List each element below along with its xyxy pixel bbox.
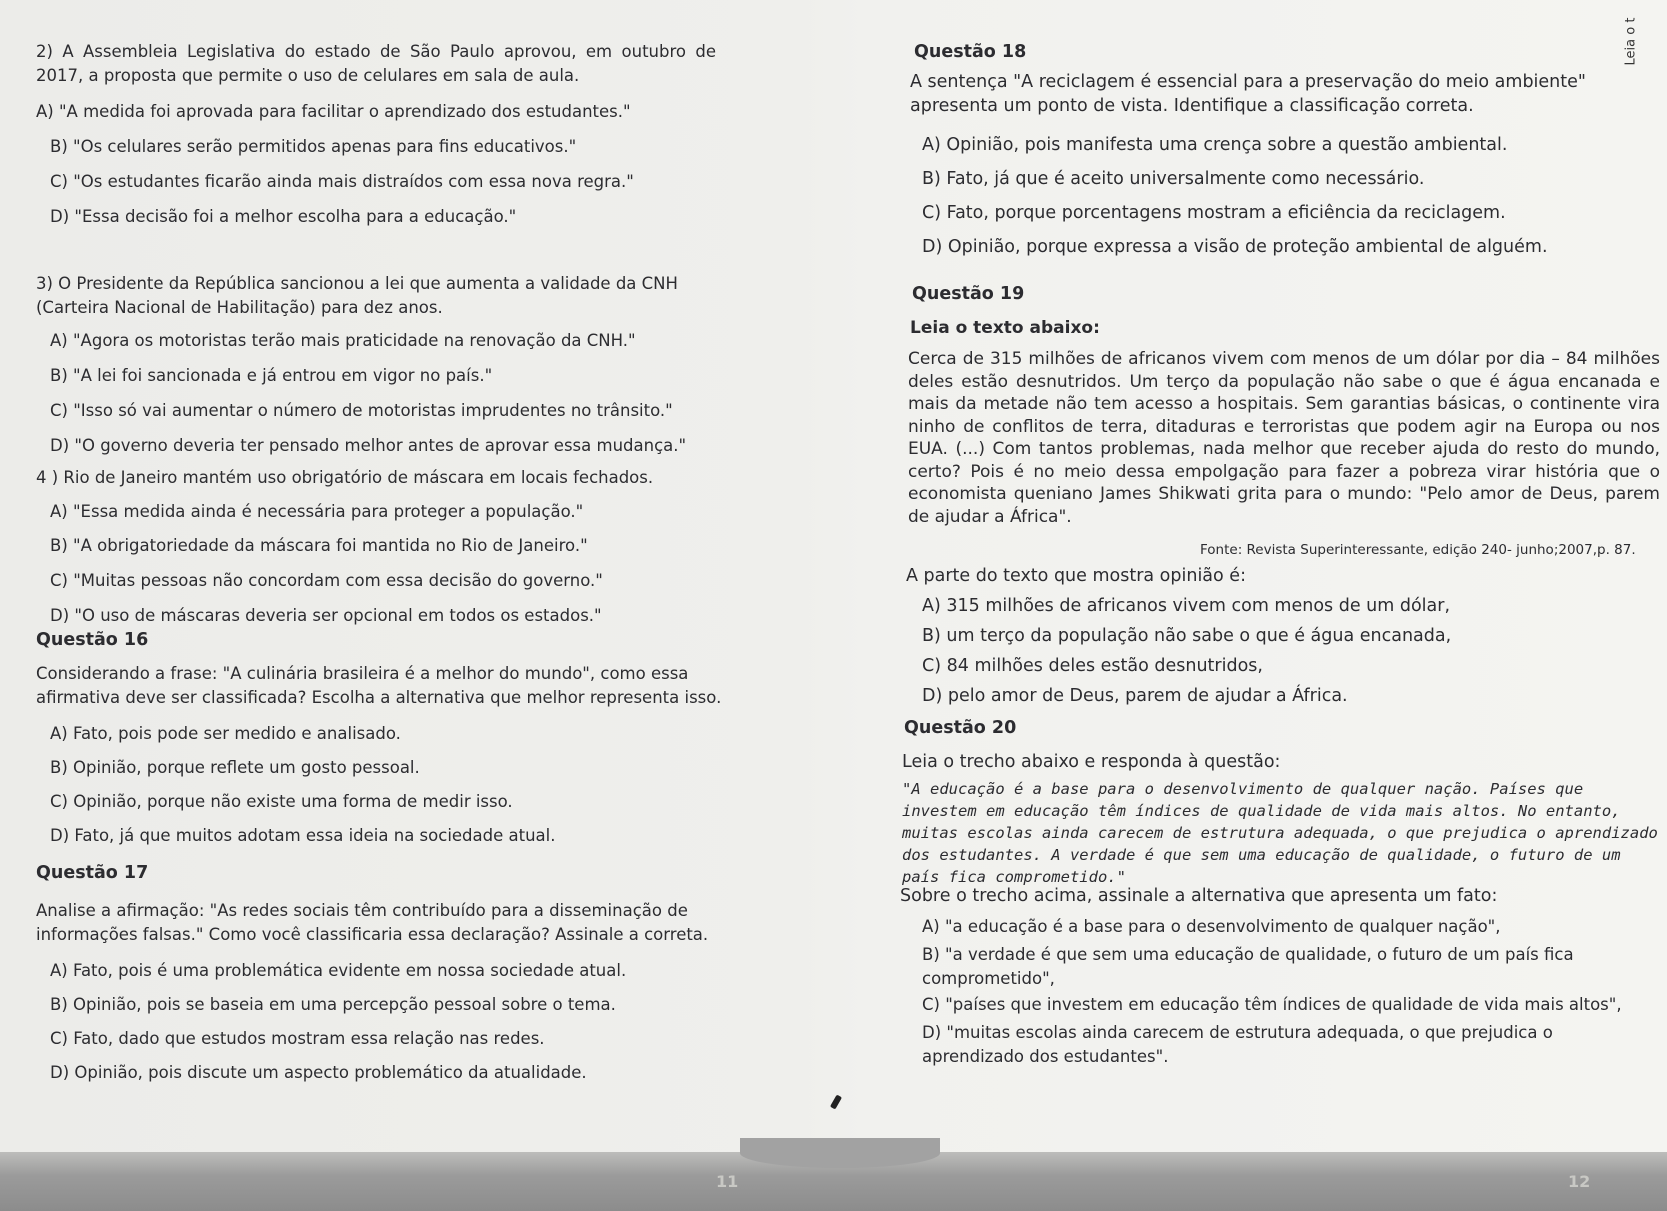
option-a: A) Fato, pois pode ser medido e analisado. bbox=[50, 724, 401, 743]
question-stem: 4 ) Rio de Janeiro mantém uso obrigatório de máscara em locais fechados. bbox=[36, 468, 654, 487]
option-b: B) Fato, já que é aceito universalmente como necessário. bbox=[922, 169, 1425, 189]
option-d: D) pelo amor de Deus, parem de ajudar a África. bbox=[922, 686, 1348, 706]
question-stem: 2) A Assembleia Legislativa do estado de São Paulo aprovou, em outubro de 2017, a proposta que permite o uso de celulares em sala de aula. bbox=[36, 42, 716, 85]
option-d: D) "Essa decisão foi a melhor escolha para a educação." bbox=[50, 207, 517, 226]
option-a: A) "Agora os motoristas terão mais praticidade na renovação da CNH." bbox=[50, 331, 636, 350]
question-2 bbox=[36, 40, 866, 226]
question-stem: Considerando a frase: "A culinária brasileira é a melhor do mundo", como essa afirmativa deve ser classificada? Escolha a alternativa que melhor representa isso. bbox=[36, 664, 722, 707]
option-c: C) Fato, porque porcentagens mostram a eficiência da reciclagem. bbox=[922, 203, 1506, 223]
option-d: D) Fato, já que muitos adotam essa ideia na sociedade atual. bbox=[50, 826, 556, 845]
question-3 bbox=[36, 272, 866, 455]
side-tab-label: Leia o t bbox=[1623, 17, 1639, 65]
option-c: C) "Muitas pessoas não concordam com essa decisão do governo." bbox=[50, 571, 603, 590]
question-subtitle: Leia o texto abaixo: bbox=[910, 318, 1100, 338]
pen-mark bbox=[830, 1094, 842, 1109]
option-c: C) 84 milhões deles estão desnutridos, bbox=[922, 656, 1263, 676]
option-d: D) "muitas escolas ainda carecem de estrutura adequada, o que prejudica o aprendizado dos estudantes". bbox=[922, 1023, 1553, 1066]
option-a: A) "a educação é a base para o desenvolvimento de qualquer nação", bbox=[922, 917, 1501, 936]
footer-curve bbox=[740, 1138, 940, 1168]
option-b: B) Opinião, pois se baseia em uma percepção pessoal sobre o tema. bbox=[50, 995, 616, 1014]
question-stem: Leia o trecho abaixo e responda à questão: bbox=[902, 752, 1281, 772]
option-b: B) "Os celulares serão permitidos apenas para fins educativos." bbox=[50, 137, 577, 156]
side-tab bbox=[1613, 6, 1649, 76]
question-title: Questão 20 bbox=[904, 718, 1017, 738]
question-title: Questão 19 bbox=[912, 284, 1025, 304]
question-title: Questão 17 bbox=[36, 863, 149, 883]
question-stem: Analise a afirmação: "As redes sociais têm contribuído para a disseminação de informações falsas." Como você classificaria essa declaração? Assinale a correta. bbox=[36, 901, 709, 944]
reading-text: Cerca de 315 milhões de africanos vivem com menos de um dólar por dia – 84 milhões deles estão desnutridos. Um terço da população não sabe o que é água encanada e mais da metade não tem acesso a hospitais. Sem garantias básicas, o continente vira ninho de conflitos de terra, ditaduras e terroristas que podem agir na Europa ou nos EUA. (...) Com tantos problemas, nada melhor que receber ajuda do resto do mundo, certo? Pois é no meio dessa empolgação para fazer a pobreza virar história que o economista queniano James Shikwati grita para o mundo: "Pelo amor de Deus, parem de ajudar a África". bbox=[908, 349, 1660, 527]
option-d: D) "O uso de máscaras deveria ser opcional em todos os estados." bbox=[50, 606, 602, 625]
option-a: A) Fato, pois é uma problemática evidente em nossa sociedade atual. bbox=[50, 961, 627, 980]
option-a: A) Opinião, pois manifesta uma crença sobre a questão ambiental. bbox=[922, 135, 1508, 155]
option-d: D) "O governo deveria ter pensado melhor antes de aprovar essa mudança." bbox=[50, 436, 687, 455]
question-stem: 3) O Presidente da República sancionou a lei que aumenta a validade da CNH (Carteira Nacional de Habilitação) para dez anos. bbox=[36, 274, 678, 317]
option-c: C) "Os estudantes ficarão ainda mais distraídos com essa nova regra." bbox=[50, 172, 634, 191]
option-c: C) Opinião, porque não existe uma forma de medir isso. bbox=[50, 792, 513, 811]
page-number-right: 12 bbox=[1568, 1172, 1591, 1191]
option-c: C) "Isso só vai aumentar o número de motoristas imprudentes no trânsito." bbox=[50, 401, 673, 420]
option-a: A) "Essa medida ainda é necessária para proteger a população." bbox=[50, 502, 584, 521]
option-d: D) Opinião, pois discute um aspecto problemático da atualidade. bbox=[50, 1063, 587, 1082]
option-c: C) Fato, dado que estudos mostram essa relação nas redes. bbox=[50, 1029, 545, 1048]
option-b: B) Opinião, porque reflete um gosto pessoal. bbox=[50, 758, 420, 777]
page-footer-band bbox=[0, 1152, 1667, 1211]
option-b: B) um terço da população não sabe o que é água encanada, bbox=[922, 626, 1452, 646]
question-title: Questão 16 bbox=[36, 630, 149, 650]
question-4 bbox=[36, 466, 866, 625]
option-d: D) Opinião, porque expressa a visão de proteção ambiental de alguém. bbox=[922, 237, 1548, 257]
option-a: A) "A medida foi aprovada para facilitar o aprendizado dos estudantes." bbox=[36, 102, 631, 121]
question-stem: A sentença "A reciclagem é essencial para a preservação do meio ambiente" apresenta um ponto de vista. Identifique a classificação correta. bbox=[910, 72, 1586, 116]
excerpt-quote: "A educação é a base para o desenvolvimento de qualquer nação. Países que investem em educação têm índices de qualidade de vida mais altos. No entanto, muitas escolas ainda carecem de estrutura adequada, o que prejudica o aprendizado dos estudantes. A verdade é que sem uma educação de qualidade, o futuro de um país fica comprometido." bbox=[902, 780, 1658, 886]
option-b: B) "A lei foi sancionada e já entrou em vigor no país." bbox=[50, 366, 493, 385]
page-number-left: 11 bbox=[716, 1172, 739, 1191]
question-prompt: Sobre o trecho acima, assinale a alternativa que apresenta um fato: bbox=[900, 886, 1498, 906]
option-b: B) "a verdade é que sem uma educação de qualidade, o futuro de um país fica comprometido", bbox=[922, 945, 1574, 988]
option-b: B) "A obrigatoriedade da máscara foi mantida no Rio de Janeiro." bbox=[50, 536, 588, 555]
option-a: A) 315 milhões de africanos vivem com menos de um dólar, bbox=[922, 596, 1451, 616]
question-title: Questão 18 bbox=[914, 42, 1027, 62]
question-prompt: A parte do texto que mostra opinião é: bbox=[906, 566, 1246, 586]
source-citation: Fonte: Revista Superinteressante, edição 240- junho;2007,p. 87. bbox=[1200, 542, 1636, 558]
option-c: C) "países que investem em educação têm índices de qualidade de vida mais altos", bbox=[922, 995, 1622, 1014]
